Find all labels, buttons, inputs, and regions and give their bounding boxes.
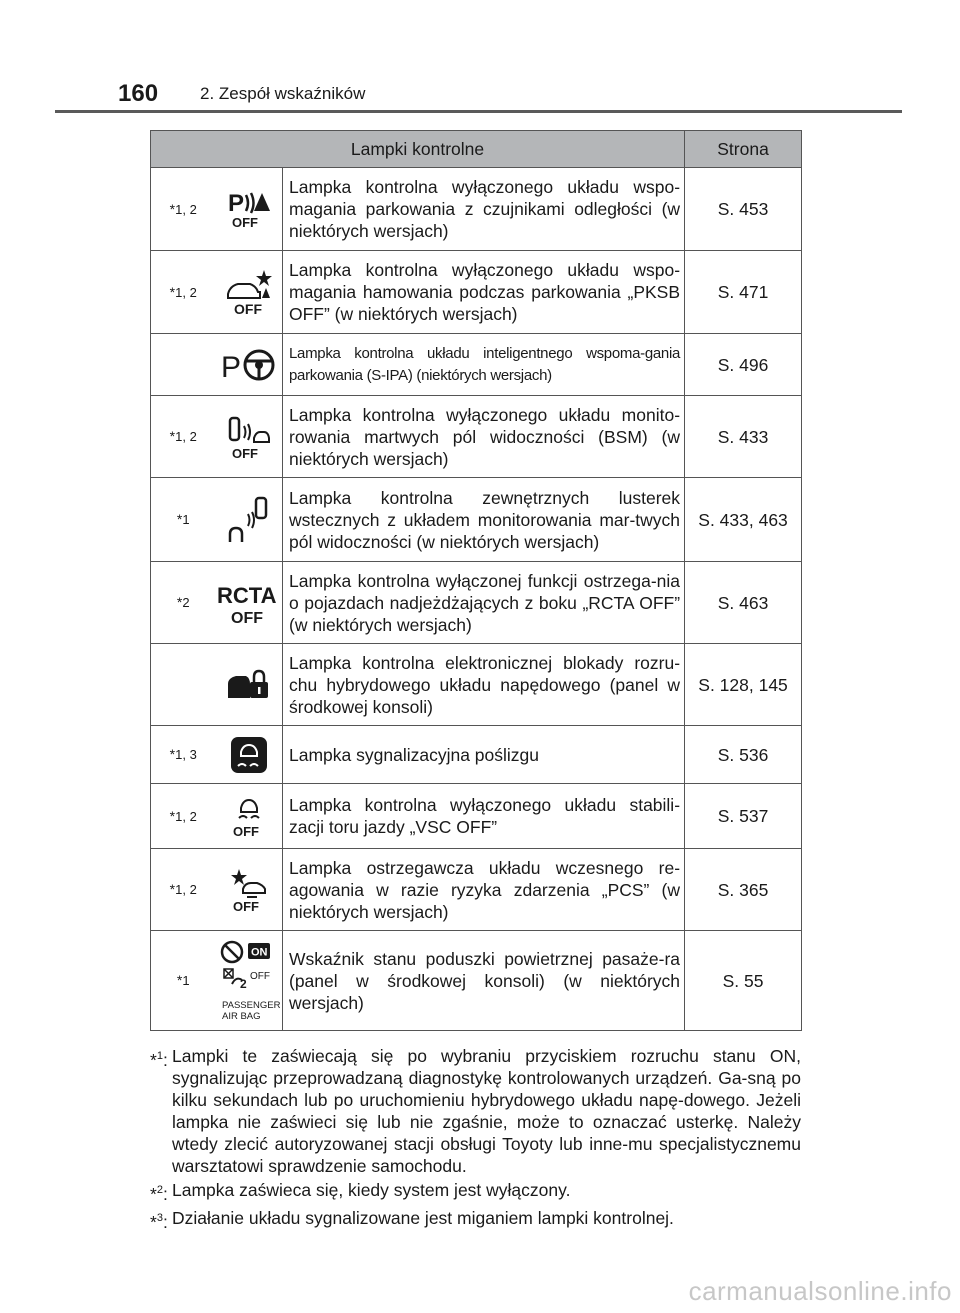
table-row (151, 478, 802, 562)
lamp-description: Lampka sygnalizacyjna poślizgu (283, 726, 685, 784)
svg-text:OFF: OFF (230, 609, 263, 625)
svg-text:OFF: OFF (231, 215, 258, 229)
svg-text:ON: ON (250, 946, 268, 958)
page-reference: S. 453 (685, 168, 802, 251)
page-reference: S. 433 (685, 396, 802, 478)
lamp-description: Lampka kontrolna wyłączonego układu wspo-magania parkowania z czujnikami odległości (w niektórych wersjach) (283, 168, 685, 251)
footnotes (150, 1045, 801, 1235)
page-reference: S. 537 (685, 784, 802, 849)
lamp-description: Lampka kontrolna układu inteligentnego wspoma-gania parkowania (S-IPA) (niektórych wersjach) (283, 334, 685, 396)
page-header (0, 0, 960, 120)
footnote-mark: *$^1$: (150, 1049, 168, 1070)
lamp-description: Lampka ostrzegawcza układu wczesnego re-agowania w razie ryzyka zdarzenia „PCS” (w niektórych wersjach) (283, 849, 685, 931)
page-reference: S. 365 (685, 849, 802, 931)
svg-text:OFF: OFF (231, 445, 258, 460)
page-reference: S. 128, 145 (685, 644, 802, 726)
footnote-text: Lampki te zaświecają się po wybraniu przyciskiem rozruchu stanu ON, sygnalizując przeprowadzaną diagnostykę kontrolowanych urządzeń. Ga-sną po kilku sekundach lub po uruchomieniu hybrydowego układu napę-dowego. Jeżeli lampka nie zaświeci się lub nie zgaśnie, może to oznaczać usterkę. Należy wtedy zlecić autoryzowanej stacji obsługi Toyoty lub inne-mu specjalistycznemu warsztatowi sprawdzenie samochodu. (172, 1046, 801, 1176)
footnote-mark: *1, 2 (151, 168, 216, 251)
footnote-text: Działanie układu sygnalizowane jest miganiem lampki kontrolnej. (172, 1207, 674, 1228)
svg-text:P: P (227, 190, 244, 217)
immobilizer-lock-icon (216, 644, 283, 726)
lamp-description: Lampka kontrolna wyłączonego układu wspo-magania hamowania podczas parkowania „PKSB OFF” (w niektórych wersjach) (283, 251, 685, 334)
table-row (151, 849, 802, 931)
footnote-mark: *1, 2 (151, 849, 216, 931)
footnote-mark: *1, 3 (151, 726, 216, 784)
outside-mirror-bsm-icon (216, 478, 283, 562)
footnote-mark: *$^3$: (150, 1211, 168, 1232)
pcs-off-icon (216, 849, 283, 931)
lamp-description: Lampka kontrolna elektronicznej blokady rozru-chu hybrydowego układu napędowego (panel w środkowej konsoli) (283, 644, 685, 726)
page-reference: S. 463 (685, 562, 802, 644)
passenger-airbag-icon (216, 931, 283, 1031)
table-row (151, 726, 802, 784)
section-title: 2. Zespół wskaźników (200, 84, 366, 103)
parking-brake-support-off-icon (216, 251, 283, 334)
svg-text:2: 2 (239, 976, 247, 991)
table-header-row (151, 131, 802, 168)
lamp-description: Lampka kontrolna wyłączonego układu monito-rowania martwych pól widoczności (BSM) (w niektórych wersjach) (283, 396, 685, 478)
svg-text:PASSENGER: PASSENGER (221, 999, 280, 1011)
indicator-table (150, 130, 802, 1031)
page-reference: S. 433, 463 (685, 478, 802, 562)
lamp-description: Wskaźnik stanu poduszki powietrznej pasaże-ra (panel w środkowej konsoli) (w niektórych wersjach) (283, 931, 685, 1031)
footnote-mark (151, 644, 216, 726)
page-reference: S. 55 (685, 931, 802, 1031)
slip-indicator-icon (216, 726, 283, 784)
svg-text:RCTA: RCTA (216, 582, 277, 608)
lamp-description: Lampka kontrolna zewnętrznych lusterek wstecznych z układem monitorowania mar-twych pól widoczności (w niektórych wersjach) (283, 478, 685, 562)
footnote (150, 1207, 801, 1233)
svg-text:OFF: OFF (249, 970, 270, 982)
table-row (151, 931, 802, 1031)
column-header-lamps: Lampki kontrolne (151, 131, 685, 168)
table-row (151, 396, 802, 478)
parking-sensor-off-icon (216, 168, 283, 251)
footnote-mark: *1, 2 (151, 784, 216, 849)
footnote-text: Lampka zaświeca się, kiedy system jest wyłączony. (172, 1180, 571, 1200)
page-reference: S. 471 (685, 251, 802, 334)
footnote-mark: *2 (151, 562, 216, 644)
table-row (151, 562, 802, 644)
table-row (151, 334, 802, 396)
vsc-off-icon (216, 784, 283, 849)
svg-text:P: P (220, 350, 241, 383)
header-divider (55, 110, 902, 113)
watermark: carmanualsonline.info (688, 1276, 952, 1306)
page-reference: S. 536 (685, 726, 802, 784)
svg-text:OFF: OFF (233, 301, 262, 316)
footnote-mark: *1 (151, 478, 216, 562)
table-row (151, 784, 802, 849)
table-row (151, 644, 802, 726)
svg-text:OFF: OFF (232, 898, 259, 913)
page-number: 160 (118, 80, 159, 107)
rcta-off-icon (216, 562, 283, 644)
footnote (150, 1045, 801, 1177)
lamp-description: Lampka kontrolna wyłączonej funkcji ostrzega-nia o pojazdach nadjeżdżających z boku „RCTA OFF” (w niektórych wersjach) (283, 562, 685, 644)
svg-text:AIR BAG: AIR BAG (221, 1010, 261, 1022)
footnote-mark: *1, 2 (151, 251, 216, 334)
footnote-mark: *1 (151, 931, 216, 1031)
table-row (151, 251, 802, 334)
footnote-mark: *$^2$: (150, 1183, 168, 1204)
svg-text:OFF: OFF (232, 824, 259, 838)
footnote-mark (151, 334, 216, 396)
bsm-off-icon (216, 396, 283, 478)
s-ipa-icon (216, 334, 283, 396)
table-row (151, 168, 802, 251)
footnote-mark: *1, 2 (151, 396, 216, 478)
footnote (150, 1179, 801, 1205)
lamp-description: Lampka kontrolna wyłączonego układu stabili-zacji toru jazdy „VSC OFF” (283, 784, 685, 849)
page-reference: S. 496 (685, 334, 802, 396)
column-header-page: Strona (685, 131, 802, 168)
